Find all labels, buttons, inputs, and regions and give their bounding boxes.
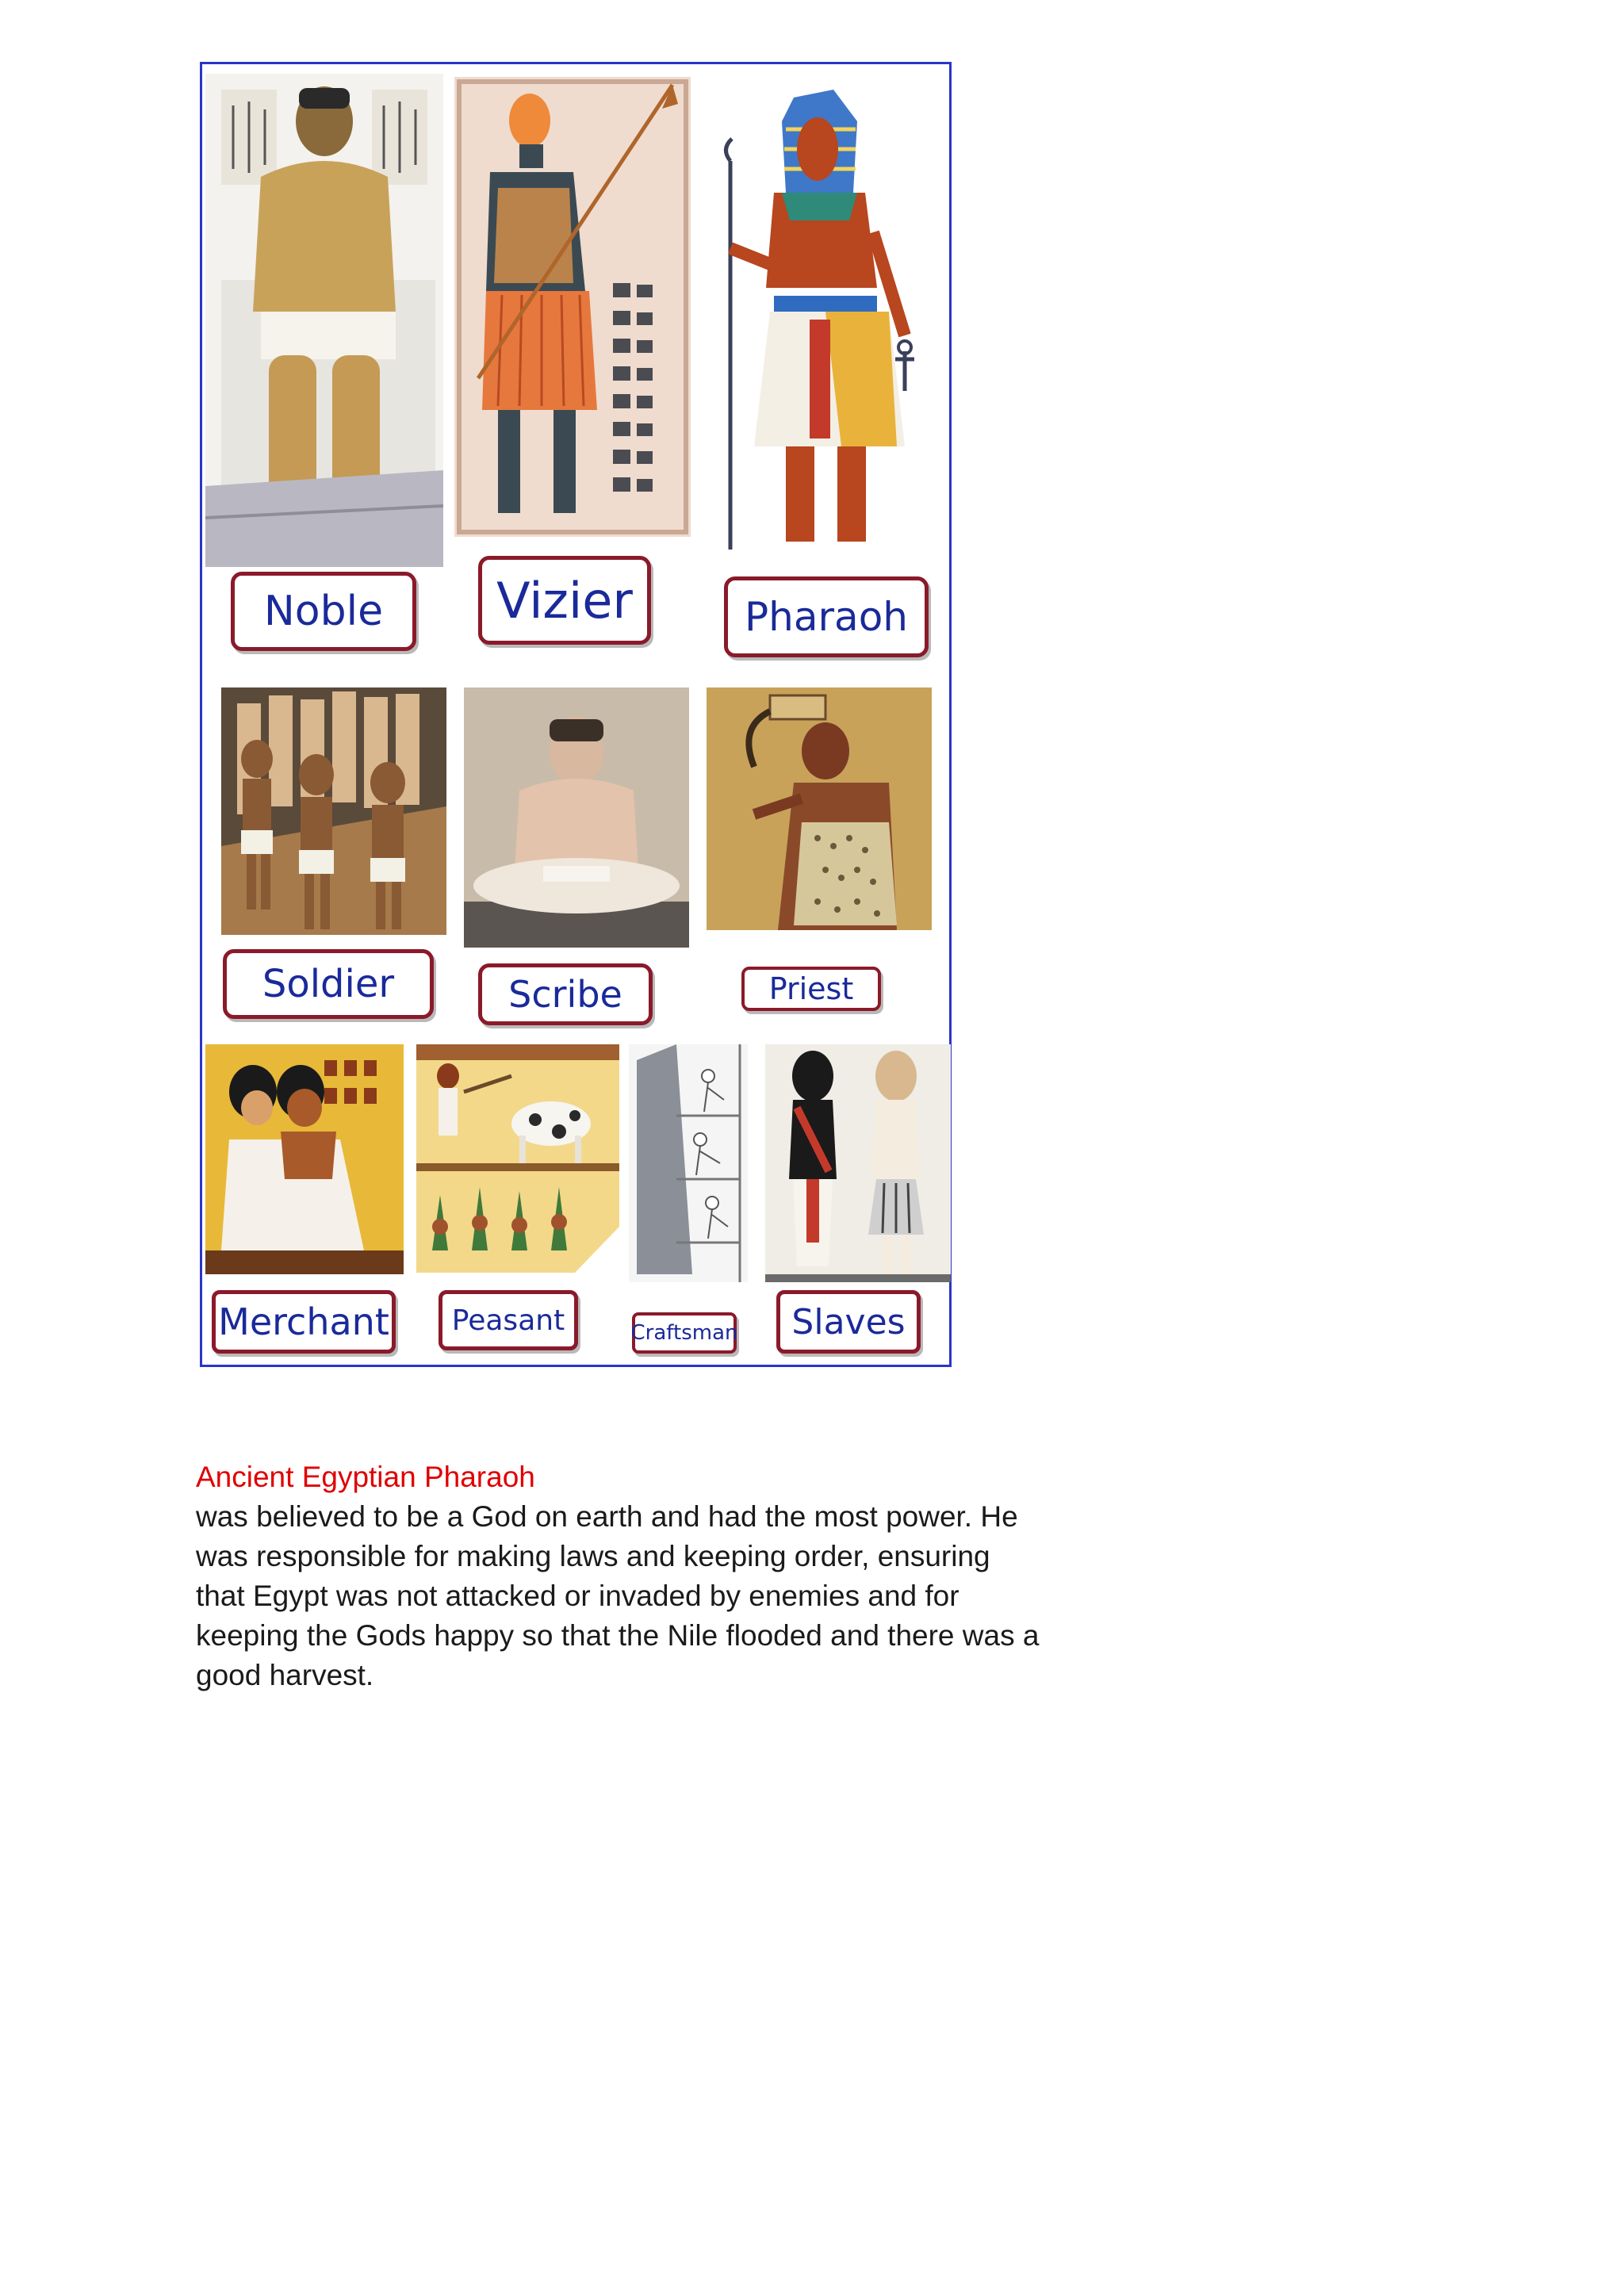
craftsman-label: Craftsman	[632, 1312, 737, 1354]
vizier-label: Vizier	[478, 556, 651, 645]
peasant-painting-image	[416, 1044, 619, 1273]
caption-heading: Ancient Egyptian Pharaoh	[196, 1461, 535, 1493]
merchant-label: Merchant	[212, 1290, 396, 1354]
social-pyramid-figure	[200, 62, 952, 1367]
caption-line: was responsible for making laws and keeping order, ensuring	[196, 1540, 990, 1572]
caption-line: was believed to be a God on earth and had the most power. He	[196, 1500, 1018, 1533]
priest-label: Priest	[741, 967, 881, 1011]
noble-label: Noble	[231, 572, 416, 651]
caption-line: keeping the Gods happy so that the Nile flooded and there was a	[196, 1619, 1040, 1652]
priest-painting-image	[707, 687, 932, 930]
scribe-label: Scribe	[478, 963, 653, 1025]
soldier-label: Soldier	[223, 949, 434, 1019]
soldier-models-image	[221, 687, 446, 935]
slaves-painting-image	[765, 1044, 951, 1282]
noble-statue-image	[205, 74, 443, 567]
pharaoh-label: Pharaoh	[724, 576, 929, 657]
caption-line: good harvest.	[196, 1659, 374, 1691]
caption-line: that Egypt was not attacked or invaded by enemies and for	[196, 1580, 959, 1612]
slaves-label: Slaves	[776, 1290, 921, 1354]
vizier-painting-image	[454, 77, 691, 537]
peasant-label: Peasant	[439, 1290, 578, 1350]
craftsman-relief-image	[629, 1044, 748, 1282]
merchant-painting-image	[205, 1044, 404, 1274]
scribe-statue-image	[464, 687, 689, 948]
pharaoh-painting-image	[707, 74, 944, 565]
caption-body	[196, 1497, 1084, 1695]
